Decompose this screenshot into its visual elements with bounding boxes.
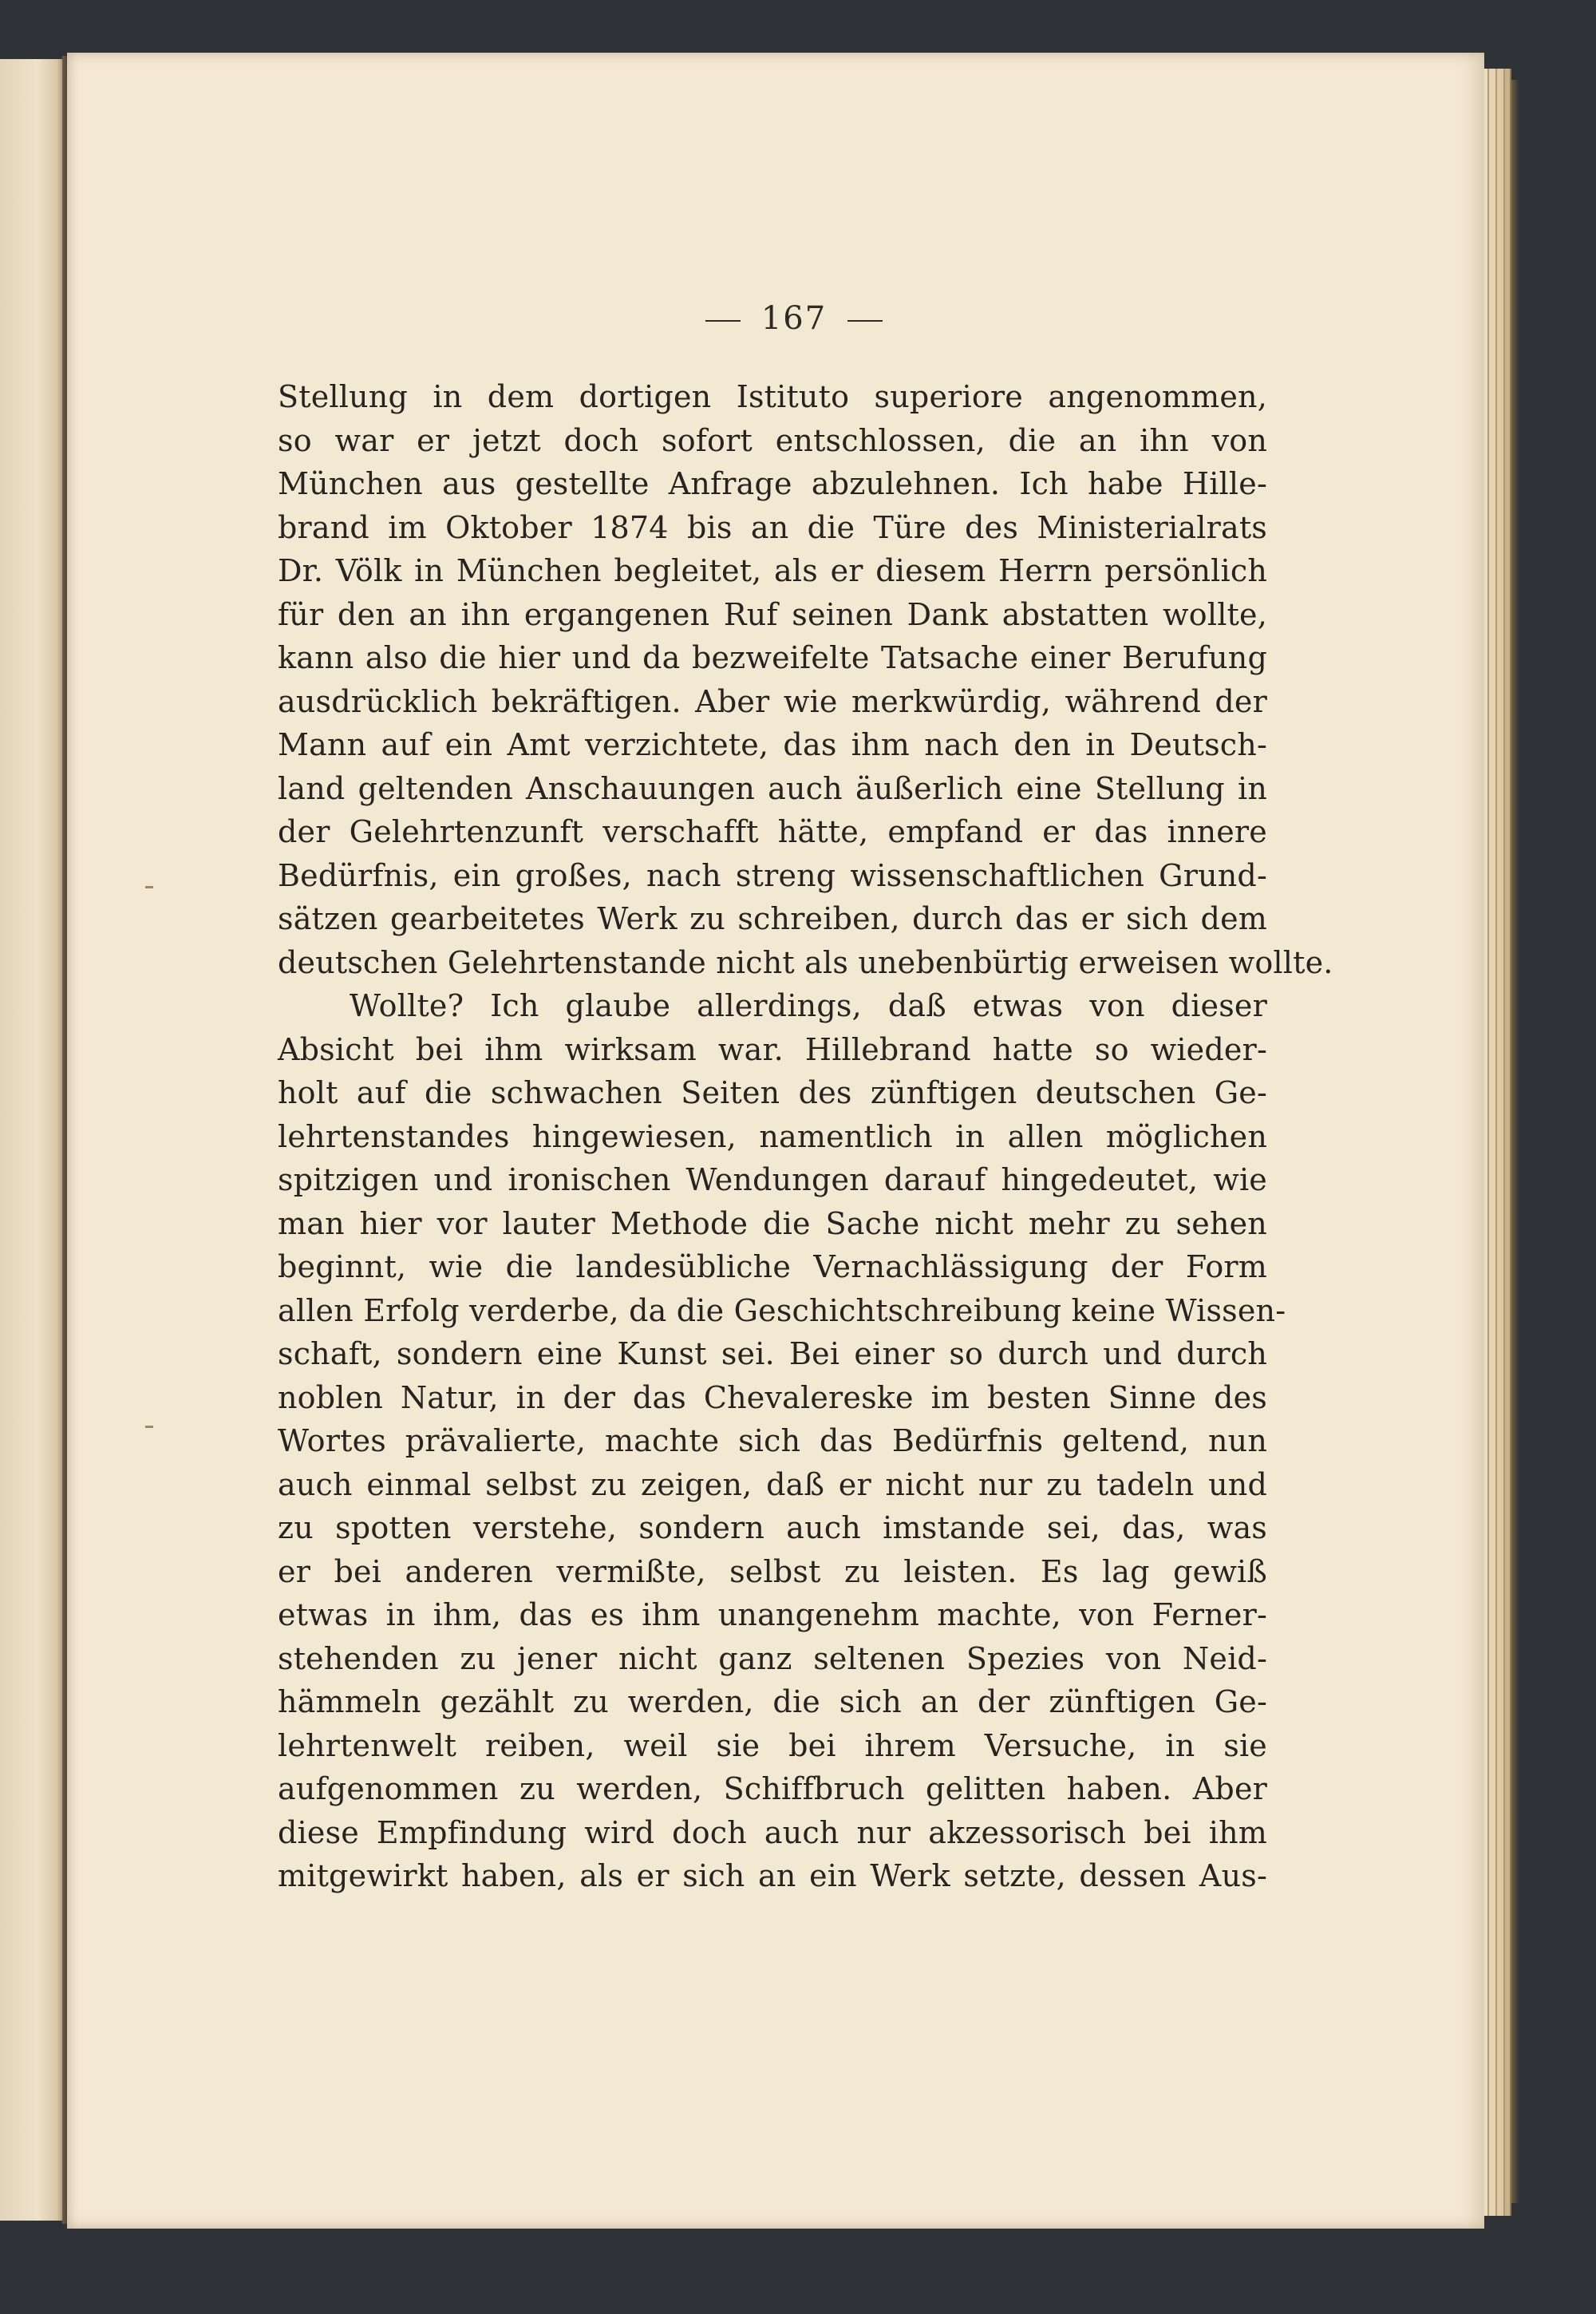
body-text <box>278 375 1333 1898</box>
text-line: sätzen gearbeitetes Werk zu schreiben, durch das er sich dem <box>278 901 1267 936</box>
margin-mark <box>145 1426 153 1428</box>
text-line: etwas in ihm, das es ihm unangenehm machte, von Ferner- <box>278 1597 1267 1632</box>
text-line: ausdrücklich bekräftigen. Aber wie merkwürdig, während der <box>278 683 1267 719</box>
text-line: München aus gestellte Anfrage abzulehnen. Ich habe Hille- <box>278 466 1267 501</box>
text-line: man hier vor lauter Methode die Sache nicht mehr zu sehen <box>278 1205 1267 1241</box>
text-line: deutschen Gelehrtenstande nicht als unebenbürtig erweisen wollte. <box>278 944 1333 980</box>
text-line: aufgenommen zu werden, Schiffbruch gelitten haben. Aber <box>278 1771 1267 1806</box>
text-line: so war er jetzt doch sofort entschlossen, die an ihn von <box>278 422 1267 458</box>
dash-right <box>847 320 883 322</box>
text-line: brand im Oktober 1874 bis an die Türe des Ministerialrats <box>278 509 1267 545</box>
page-number-header <box>67 300 1484 337</box>
text-line: land geltenden Anschauungen auch äußerlich eine Stellung in <box>278 770 1267 806</box>
margin-mark <box>145 886 153 888</box>
text-line: lehrtenwelt reiben, weil sie bei ihrem Versuche, in sie <box>278 1727 1267 1763</box>
text-line: Mann auf ein Amt verzichtete, das ihm nach den in Deutsch- <box>278 727 1267 762</box>
text-line: er bei anderen vermißte, selbst zu leisten. Es lag gewiß <box>278 1553 1267 1589</box>
text-line: beginnt, wie die landesübliche Vernachlässigung der Form <box>278 1249 1267 1284</box>
text-line: kann also die hier und da bezweifelte Tatsache einer Berufung <box>278 640 1267 675</box>
text-line: diese Empfindung wird doch auch nur akzessorisch bei ihm <box>278 1814 1267 1850</box>
text-line: Absicht bei ihm wirksam war. Hillebrand hatte so wieder- <box>278 1031 1267 1067</box>
page-edge <box>1497 69 1505 2216</box>
text-line: der Gelehrtenzunft verschafft hätte, empfand er das innere <box>278 814 1267 849</box>
text-line: Wortes prävalierte, machte sich das Bedürfnis geltend, nun <box>278 1423 1267 1458</box>
text-line: stehenden zu jener nicht ganz seltenen Spezies von Neid- <box>278 1640 1267 1676</box>
text-line: für den an ihn ergangenen Ruf seinen Dank abstatten wollte, <box>278 596 1267 632</box>
text-line: noblen Natur, in der das Chevalereske im besten Sinne des <box>278 1379 1267 1415</box>
page-number: 167 <box>760 300 828 337</box>
page-edge-shadow <box>1511 80 1519 2203</box>
dash-left <box>705 320 741 322</box>
text-line: hämmeln gezählt zu werden, die sich an der zünftigen Ge- <box>278 1684 1267 1719</box>
book-page <box>67 53 1484 2229</box>
facing-page-edge <box>0 59 67 2221</box>
text-line: Dr. Völk in München begleitet, als er diesem Herrn persönlich <box>278 553 1267 588</box>
text-line: schaft, sondern eine Kunst sei. Bei einer so durch und durch <box>278 1336 1267 1371</box>
text-line: Wollte? Ich glaube allerdings, daß etwas von dieser <box>350 988 1267 1023</box>
text-line: mitgewirkt haben, als er sich an ein Werk setzte, dessen Aus- <box>278 1858 1267 1893</box>
text-line: lehrtenstandes hingewiesen, namentlich in allen möglichen <box>278 1118 1267 1154</box>
text-line: Bedürfnis, ein großes, nach streng wissenschaftlichen Grund- <box>278 857 1267 893</box>
text-line: auch einmal selbst zu zeigen, daß er nicht nur zu tadeln und <box>278 1466 1267 1502</box>
text-line: spitzigen und ironischen Wendungen darauf hingedeutet, wie <box>278 1162 1267 1197</box>
page-edge <box>1505 69 1511 2216</box>
text-line: holt auf die schwachen Seiten des zünftigen deutschen Ge- <box>278 1075 1267 1110</box>
text-line: allen Erfolg verderbe, da die Geschichtschreibung keine Wissen- <box>278 1292 1286 1328</box>
page-edge <box>1489 69 1497 2216</box>
text-line: Stellung in dem dortigen Istituto superiore angenommen, <box>278 379 1267 414</box>
text-line: zu spotten verstehe, sondern auch imstande sei, das, was <box>278 1510 1267 1545</box>
